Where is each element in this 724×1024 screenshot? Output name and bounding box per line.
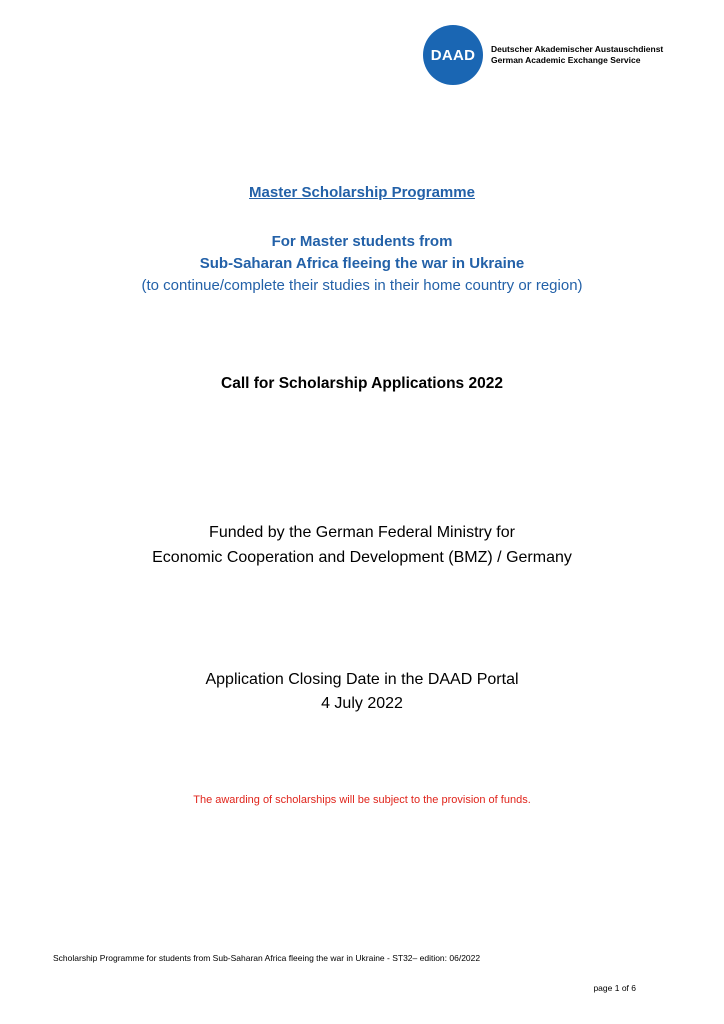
target-note: (to continue/complete their studies in their home country or region) (141, 277, 583, 294)
funding-statement (0, 520, 724, 570)
funded-line-1: Funded by the German Federal Ministry for (209, 524, 515, 541)
target-group-heading (0, 231, 724, 275)
target-line-2: Sub-Saharan Africa fleeing the war in Ukraine (199, 255, 525, 272)
call-title: Call for Scholarship Applications 2022 (221, 375, 503, 392)
organization-name (491, 44, 663, 66)
closing-date-section (0, 668, 724, 716)
org-name-german: Deutscher Akademischer Austauschdienst (491, 44, 664, 54)
footer-text: Scholarship Programme for students from Sub-Saharan Africa fleeing the war in Ukraine - ST32– edition: 06/2022 (53, 953, 481, 963)
org-name-english: German Academic Exchange Service (491, 55, 641, 65)
programme-title: Master Scholarship Programme (249, 184, 475, 201)
funded-line-2: Economic Cooperation and Development (BMZ) / Germany (152, 549, 572, 566)
closing-label: Application Closing Date in the DAAD Portal (205, 671, 519, 688)
closing-date: 4 July 2022 (321, 695, 403, 712)
daad-logo (423, 25, 663, 85)
funding-notice: The awarding of scholarships will be subject to the provision of funds. (193, 794, 531, 806)
page-number: page 1 of 6 (593, 983, 636, 993)
daad-logo-circle: DAAD (423, 25, 483, 85)
target-line-1: For Master students from (271, 233, 453, 250)
